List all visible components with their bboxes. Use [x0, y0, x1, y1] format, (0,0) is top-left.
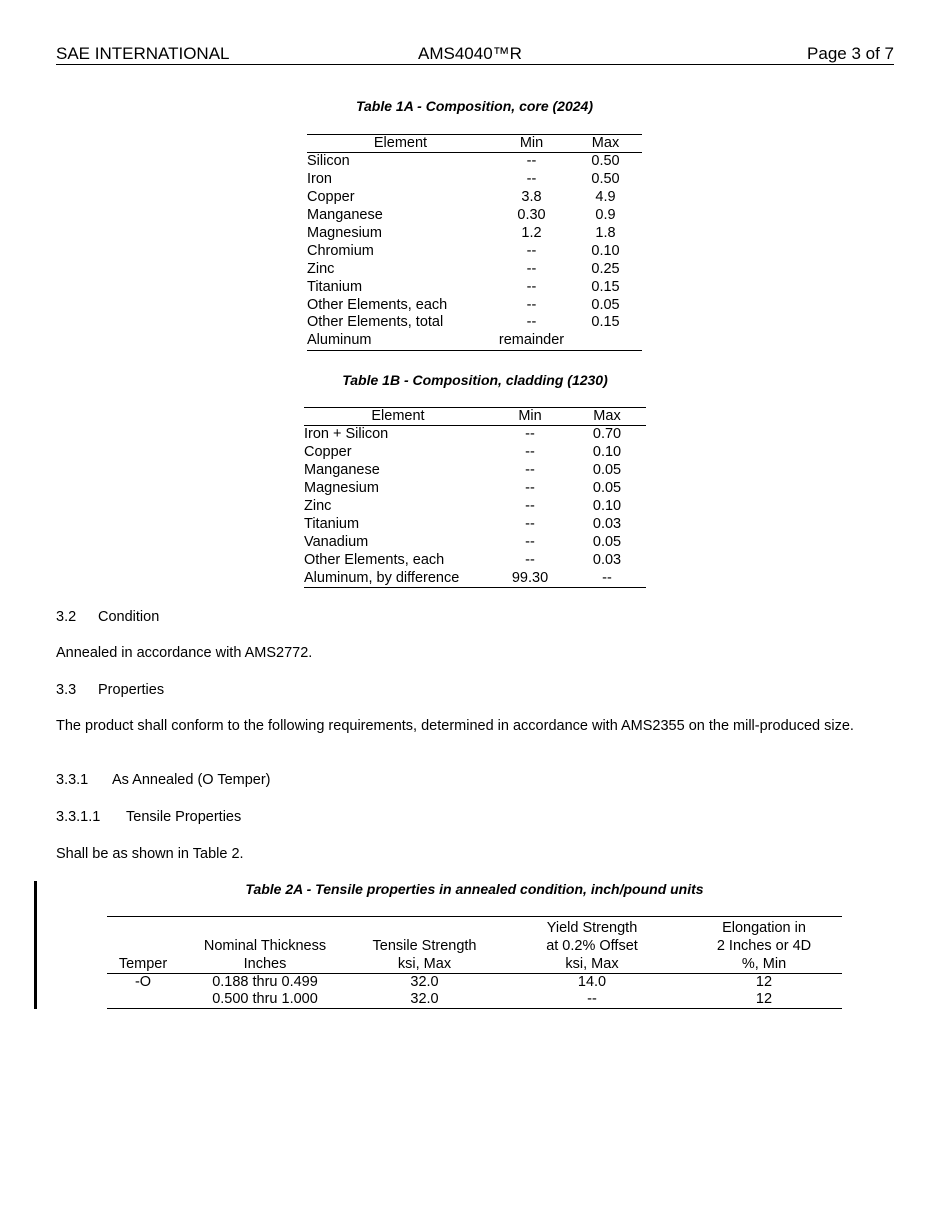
header-row	[107, 917, 842, 974]
table-1a	[307, 134, 642, 351]
section-3-3-1-heading	[56, 771, 271, 789]
section-title: Tensile Properties	[126, 809, 242, 825]
table-1a-caption: Table 1A - Composition, core (2024)	[355, 98, 593, 114]
min-cell: 1.2	[521, 225, 542, 241]
header-line: Yield Strength	[546, 920, 638, 936]
max-cell	[569, 332, 642, 350]
thickness-cell: 0.188 thru 0.499	[212, 974, 318, 990]
section-number: 3.2	[56, 609, 77, 625]
table-2a-caption: Table 2A - Tensile properties in annealed condition, inch/pound units	[245, 881, 704, 897]
column-header	[179, 917, 351, 974]
temper-cell	[107, 991, 179, 1009]
column-header: Min	[494, 135, 569, 153]
table-row	[304, 551, 646, 569]
page-header	[56, 44, 894, 65]
section-title: Condition	[98, 609, 160, 625]
table-1b	[304, 407, 646, 588]
section-number: 3.3.1.1	[56, 809, 101, 825]
max-cell: 0.25	[591, 260, 620, 277]
header-line	[351, 919, 498, 937]
max-cell: 0.03	[592, 551, 622, 568]
min-cell: --	[525, 515, 535, 532]
table-row	[304, 480, 646, 498]
header-line: at 0.2% Offset	[546, 938, 638, 954]
max-cell: 0.10	[591, 242, 620, 259]
table-row	[307, 314, 642, 332]
header-line	[107, 919, 179, 937]
min-cell: --	[525, 533, 535, 550]
element-cell: Other Elements, each	[304, 551, 445, 568]
element-cell: Magnesium	[304, 480, 379, 497]
header-line: Elongation in	[722, 920, 806, 936]
element-cell: Copper	[304, 444, 352, 461]
min-cell: --	[526, 278, 537, 295]
column-header	[107, 917, 179, 974]
column-header	[498, 917, 686, 974]
column-header: Element	[304, 408, 492, 426]
min-cell: --	[526, 153, 537, 170]
min-cell: --	[525, 462, 535, 479]
min-cell: --	[526, 242, 537, 259]
min-cell: --	[525, 551, 535, 568]
min-cell: --	[525, 498, 535, 514]
table-row	[304, 462, 646, 480]
table-row	[307, 225, 642, 243]
table-row	[304, 515, 646, 533]
element-cell: Copper	[307, 189, 355, 206]
header-line: ksi, Max	[397, 956, 452, 972]
header-line: Tensile Strength	[372, 938, 477, 954]
yield-cell: 14.0	[577, 974, 607, 990]
element-cell: Other Elements, total	[307, 314, 444, 331]
section-title: Properties	[98, 682, 165, 698]
section-number: 3.3	[56, 682, 77, 698]
table-row	[307, 171, 642, 189]
column-header: Max	[568, 408, 646, 426]
table-row	[307, 189, 642, 207]
max-cell: 0.50	[591, 171, 620, 188]
tensile-cell: 32.0	[351, 991, 498, 1009]
header-line: Nominal Thickness	[203, 938, 327, 954]
max-cell: 0.05	[591, 296, 620, 313]
header-line: Inches	[243, 956, 287, 972]
max-cell: 0.10	[592, 444, 622, 461]
section-3-3-heading	[56, 681, 164, 699]
table-row	[307, 296, 642, 314]
elongation-cell: 12	[755, 974, 773, 990]
header-line: Temper	[118, 956, 168, 972]
max-cell: 0.03	[592, 515, 622, 532]
header-organization: SAE INTERNATIONAL	[56, 44, 230, 63]
column-header: Element	[307, 135, 494, 153]
element-cell: Other Elements, each	[307, 296, 448, 313]
table-2a	[107, 916, 842, 1009]
table-1b-caption: Table 1B - Composition, cladding (1230)	[342, 372, 608, 388]
min-cell: 3.8	[521, 189, 542, 206]
element-cell: Titanium	[304, 515, 360, 532]
tensile-cell: 32.0	[410, 974, 439, 990]
element-cell: Iron + Silicon	[304, 426, 389, 443]
table-row	[304, 533, 646, 551]
section-3-3-1-1-heading	[56, 808, 241, 826]
min-cell: --	[526, 296, 537, 313]
section-3-2-heading	[56, 608, 159, 626]
table-row	[107, 991, 842, 1009]
column-header: Max	[569, 135, 642, 153]
header-line: 2 Inches or 4D	[716, 938, 812, 954]
max-cell: 0.9	[595, 207, 616, 224]
min-cell: --	[525, 426, 535, 443]
table-row	[307, 153, 642, 171]
element-cell: Aluminum, by difference	[304, 569, 492, 587]
element-cell: Manganese	[304, 462, 380, 479]
table-row	[307, 332, 642, 350]
table-row	[304, 498, 646, 516]
element-cell: Chromium	[307, 242, 374, 259]
table-row	[307, 207, 642, 225]
min-cell: remainder	[494, 332, 569, 350]
element-cell: Titanium	[307, 278, 363, 295]
element-cell: Zinc	[304, 498, 332, 514]
header-line: ksi, Max	[565, 956, 619, 972]
table-row	[307, 242, 642, 260]
element-cell: Zinc	[307, 260, 335, 277]
max-cell: 0.10	[592, 498, 622, 514]
header-line	[179, 919, 351, 937]
tensile-text: Shall be as shown in Table 2.	[56, 846, 244, 862]
element-cell: Manganese	[307, 207, 383, 224]
yield-cell: --	[498, 991, 686, 1009]
min-cell: --	[526, 314, 537, 331]
header-page-number: Page 3 of 7	[807, 44, 894, 63]
max-cell: 0.50	[591, 153, 620, 170]
min-cell: 0.30	[517, 207, 546, 224]
header-line: %, Min	[741, 956, 787, 972]
min-cell: --	[525, 444, 535, 461]
table-row	[307, 260, 642, 278]
column-header: Min	[492, 408, 568, 426]
element-cell: Magnesium	[307, 225, 382, 241]
table-row	[107, 974, 842, 992]
min-cell: --	[526, 171, 537, 188]
revision-change-bar	[34, 881, 37, 1009]
table-row	[304, 444, 646, 462]
max-cell: 1.8	[595, 225, 616, 241]
properties-text: The product shall conform to the following requirements, determined in accordance with AMS2355 on the mill-produced size.	[56, 718, 854, 734]
temper-cell: -O	[134, 974, 152, 990]
element-cell: Vanadium	[304, 533, 369, 550]
min-cell: --	[526, 260, 537, 277]
max-cell: 0.15	[591, 278, 620, 295]
elongation-cell: 12	[686, 991, 842, 1009]
max-cell: 0.05	[592, 462, 622, 479]
max-cell: 0.05	[592, 480, 622, 497]
table-row	[307, 278, 642, 296]
max-cell: 0.05	[592, 533, 622, 550]
min-cell: 99.30	[492, 569, 568, 587]
table-row	[304, 569, 646, 587]
section-number: 3.3.1	[56, 772, 89, 788]
max-cell: 0.15	[591, 314, 620, 331]
header-document-number: AMS4040™R	[418, 44, 522, 63]
table-row	[304, 426, 646, 444]
thickness-cell: 0.500 thru 1.000	[179, 991, 351, 1009]
element-cell: Aluminum	[307, 332, 494, 350]
max-cell: 4.9	[595, 189, 616, 206]
column-header	[351, 917, 498, 974]
section-title: As Annealed (O Temper)	[112, 772, 271, 788]
condition-text: Annealed in accordance with AMS2772.	[56, 645, 313, 661]
element-cell: Silicon	[307, 153, 350, 170]
header-line	[107, 937, 179, 955]
max-cell: 0.70	[592, 426, 622, 443]
min-cell: --	[525, 480, 535, 497]
element-cell: Iron	[307, 171, 332, 188]
column-header	[686, 917, 842, 974]
max-cell: --	[568, 569, 646, 587]
